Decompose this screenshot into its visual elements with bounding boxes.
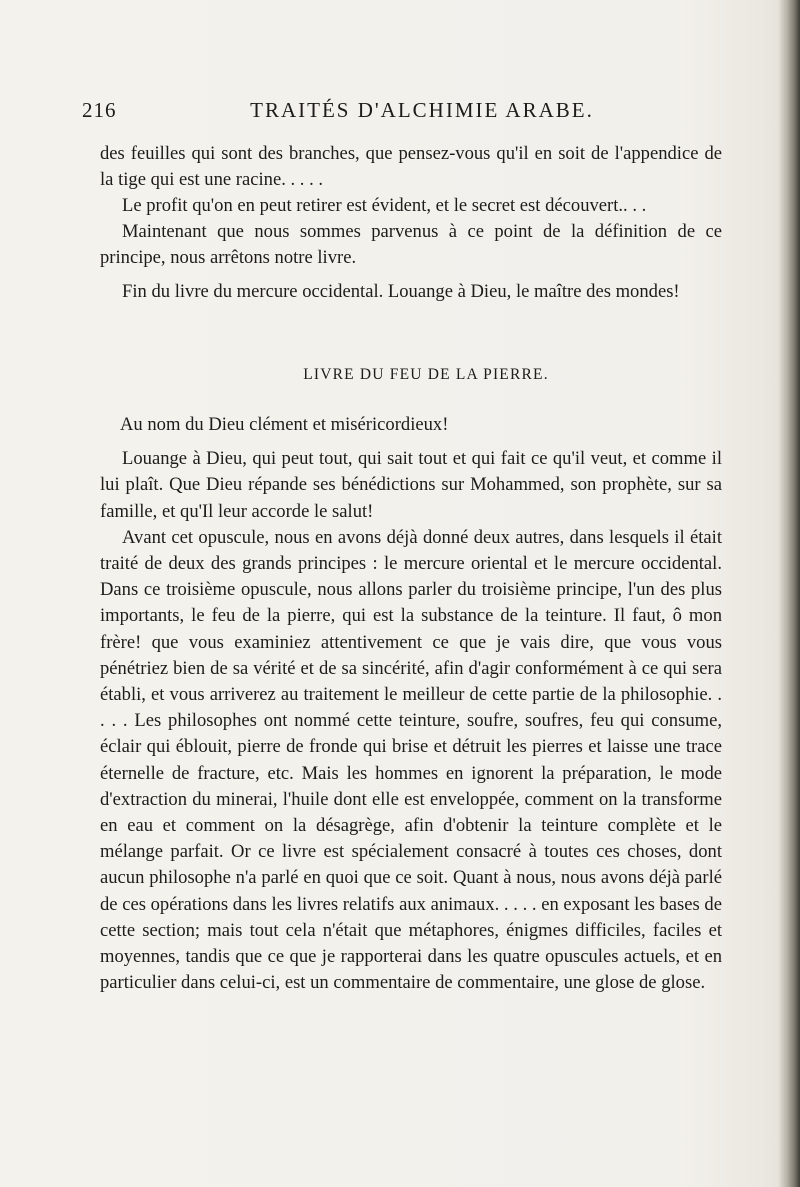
section-title: LIVRE DU FEU DE LA PIERRE.: [303, 366, 549, 383]
invocation: Au nom du Dieu clément et miséricordieux!: [120, 414, 449, 435]
continuation-text: [100, 141, 722, 305]
paragraph-end-of-book: Fin du livre du mercure occidental. Louange à Dieu, le maître des mondes!: [122, 281, 680, 302]
paragraph-main: Avant cet opuscule, nous en avons déjà donné deux autres, dans lesquels il était traité de deux des grands principes : le mercure oriental et le mercure occidental. Dans ce troisième opuscule, nous allons parler du troisième principe, l'un des plus importants, le feu de la pierre, qui est la substance de la teinture. Il faut, ô mon frère! que vous examiniez attentivement ce que je vais dire, que vous vous pénétriez bien de sa vérité et de sa sincérité, afin d'agir conformément à ce qui sera établi, et vous arriverez au traitement le meilleur de cette partie de la philosophie. . . . . Les philosophes ont nommé cette teinture, soufre, soufres, feu qui consume, éclair qui éblouit, pierre de fronde qui brise et détruit les pierres et laisse une trace éternelle de fracture, etc. Mais les hommes en ignorent la préparation, le mode d'extraction du minerai, l'huile dont elle est enveloppée, comment on la transforme en eau et comment on la désagrège, afin d'obtenir la teinture complète et le mélange parfait. Or ce livre est spécialement consacré à toutes ces choses, dont aucun philosophe n'a parlé en quoi que ce soit. Quant à nous, nous avons déjà parlé de ces opérations dans les livres relatifs aux animaux. . . . . en exposant les bases de cette section; mais tout cela n'était que métaphores, énigmes difficiles, faciles et moyennes, tandis que ce que je rapporterai dans les quatre opuscules actuels, et en particulier dans celui-ci, est un commentaire de commentaire, une glose de glose.: [100, 526, 722, 994]
page-binding-shadow: [778, 0, 800, 1187]
paragraph-continuation: des feuilles qui sont des branches, que pensez-vous qu'il en soit de l'appendice de la tige qui est une racine. . . . .: [100, 143, 722, 190]
running-title: TRAITÉS D'ALCHIMIE ARABE.: [250, 98, 594, 122]
section-body: [100, 412, 722, 996]
paragraph-conclusion: Maintenant que nous sommes parvenus à ce point de la définition de ce principe, nous arrêtons notre livre.: [100, 221, 722, 268]
paragraph-profit: Le profit qu'on en peut retirer est évident, et le secret est découvert.. . .: [122, 195, 647, 216]
paragraph-praise: Louange à Dieu, qui peut tout, qui sait tout et qui fait ce qu'il veut, et comme il lui plaît. Que Dieu répande ses bénédictions sur Mohammed, son prophète, sur sa famille, et qu'Il leur accorde le salut!: [100, 448, 722, 522]
page-header: [82, 98, 722, 128]
page-number: 216: [82, 98, 117, 122]
